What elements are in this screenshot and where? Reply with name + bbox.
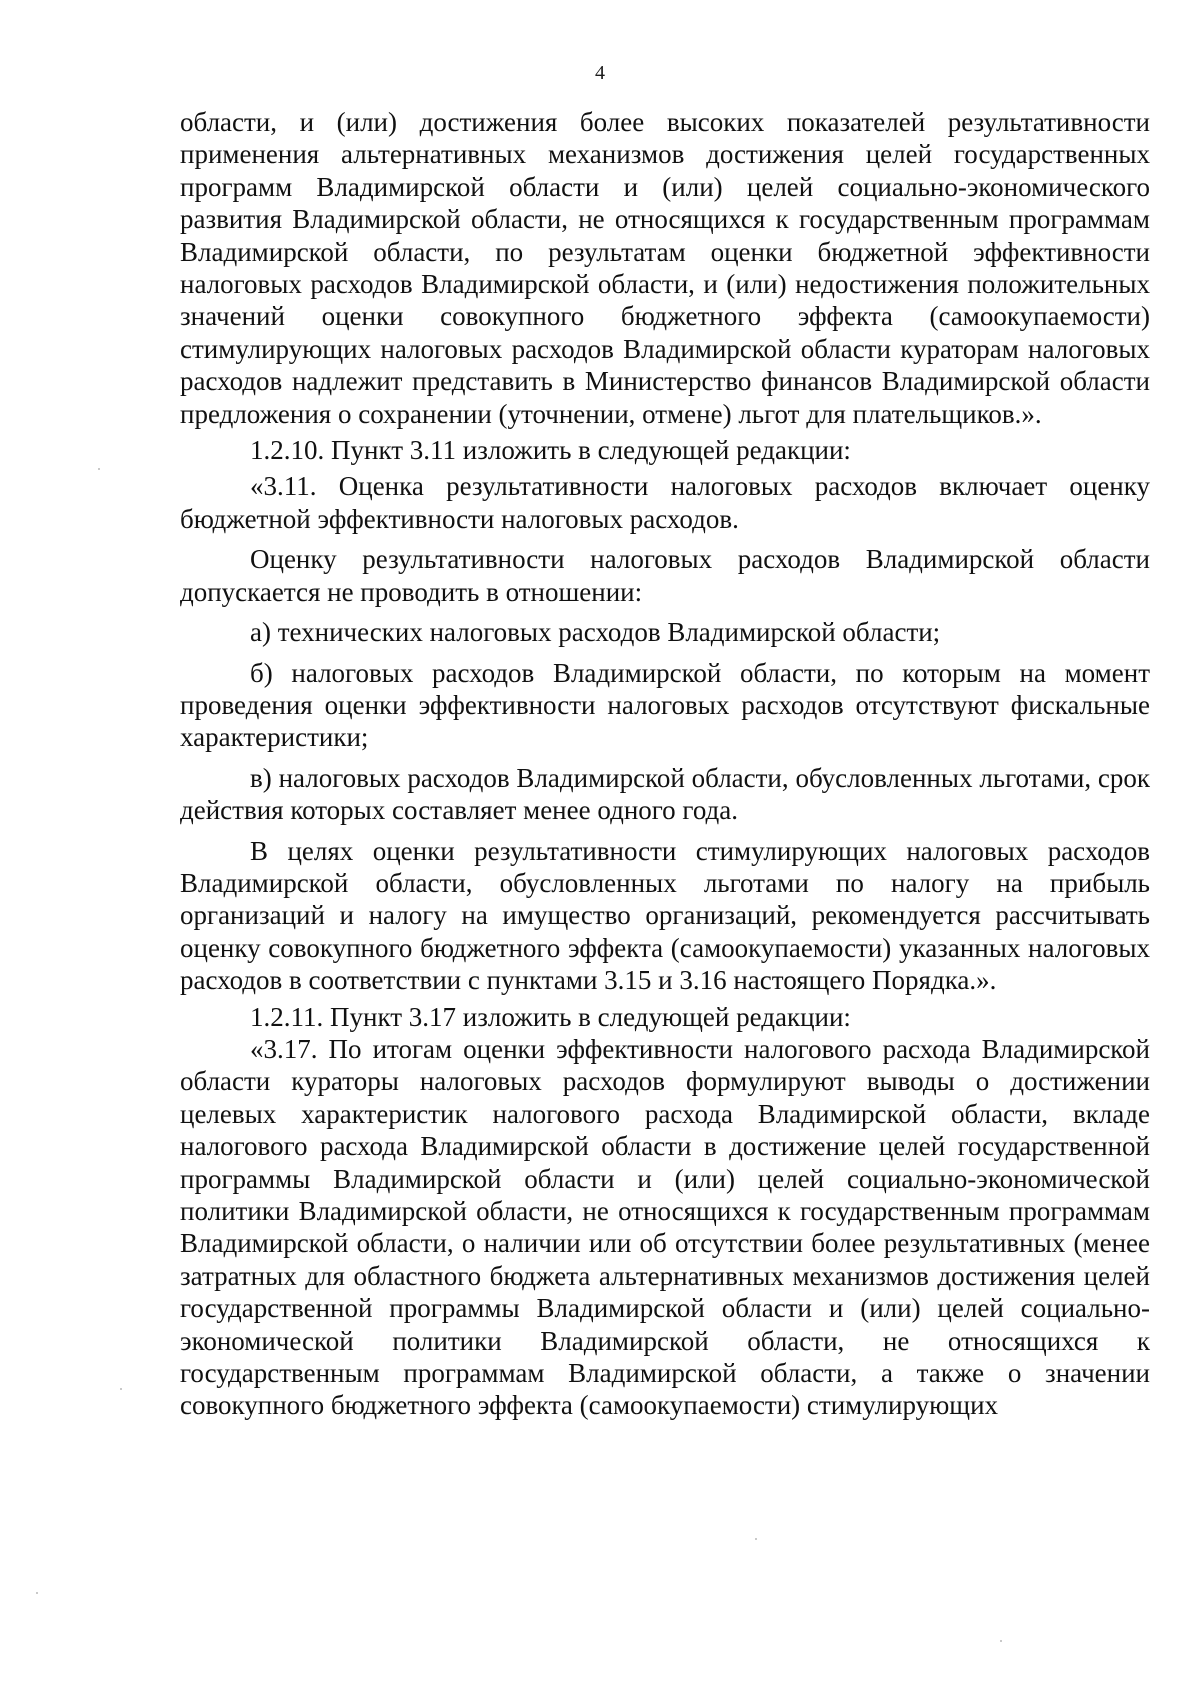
paragraph-item-1-2-11: 1.2.11. Пункт 3.17 изложить в следующей редакции: [250, 1001, 851, 1032]
paragraph-exemption-a: а) технических налоговых расходов Владимирской области; [250, 617, 941, 648]
scan-speck [1000, 1640, 1002, 1642]
paragraph-exemptions-intro: Оценку результативности налоговых расходов Владимирской области допускается не проводить в отношении: [180, 544, 1150, 607]
paragraph-item-1-2-10: 1.2.10. Пункт 3.11 изложить в следующей редакции: [250, 435, 851, 466]
paragraph-continuation: области, и (или) достижения более высоких показателей результативности применения альтернативных механизмов достижения целей государственных программ Владимирской области и (или) целей социально-экономического развития Владимирской области, не относящихся к государственным программам Владимирской области, по результатам оценки бюджетной эффективности налоговых расходов Владимирской области, и (или) недостижения положительных значений оценки совокупного бюджетного эффекта (самоокупаемости) стимулирующих налоговых расходов Владимирской области кураторам налоговых расходов надлежит представить в Министерство финансов Владимирской области предложения о сохранении (уточнении, отмене) льгот для плательщиков.». [180, 107, 1150, 429]
paragraph-exemption-b: б) налоговых расходов Владимирской области, по которым на момент проведения оценки эффективности налоговых расходов отсутствуют фискальные характеристики; [180, 657, 1150, 753]
scan-speck [36, 1592, 38, 1594]
scan-speck [98, 468, 100, 470]
paragraph-exemption-c: в) налоговых расходов Владимирской области, обусловленных льготами, срок действия которых составляет менее одного года. [180, 762, 1150, 826]
paragraph-clause-3-11: «3.11. Оценка результативности налоговых расходов включает оценку бюджетной эффективности налоговых расходов. [180, 471, 1150, 534]
scan-speck [755, 1538, 757, 1540]
scan-speck [120, 1388, 122, 1390]
paragraph-clause-3-17: «3.17. По итогам оценки эффективности налогового расхода Владимирской области кураторы налоговых расходов формулируют выводы о достижении целевых характеристик налогового расхода Владимирской области, вкладе налогового расхода Владимирской области в достижение целей государственной программы Владимирской области и (или) целей социально-экономической политики Владимирской области, не относящихся к государственным программам Владимирской области, о наличии или об отсутствии более результативных (менее затратных для областного бюджета альтернативных механизмов достижения целей государственной программы Владимирской области и (или) целей социально-экономической политики Владимирской области, не относящихся к государственным программам Владимирской области, а также о значении совокупного бюджетного эффекта (самоокупаемости) стимулирующих [180, 1033, 1150, 1421]
document-text [180, 106, 1150, 1422]
paragraph-stimulating-expenses: В целях оценки результативности стимулирующих налоговых расходов Владимирской области, обусловленных льготами по налогу на прибыль организаций и налогу на имущество организаций, рекомендуется рассчитывать оценку совокупного бюджетного эффекта (самоокупаемости) указанных налоговых расходов в соответствии с пунктами 3.15 и 3.16 настоящего Порядка.». [180, 835, 1150, 996]
page-number: 4 [595, 62, 605, 84]
